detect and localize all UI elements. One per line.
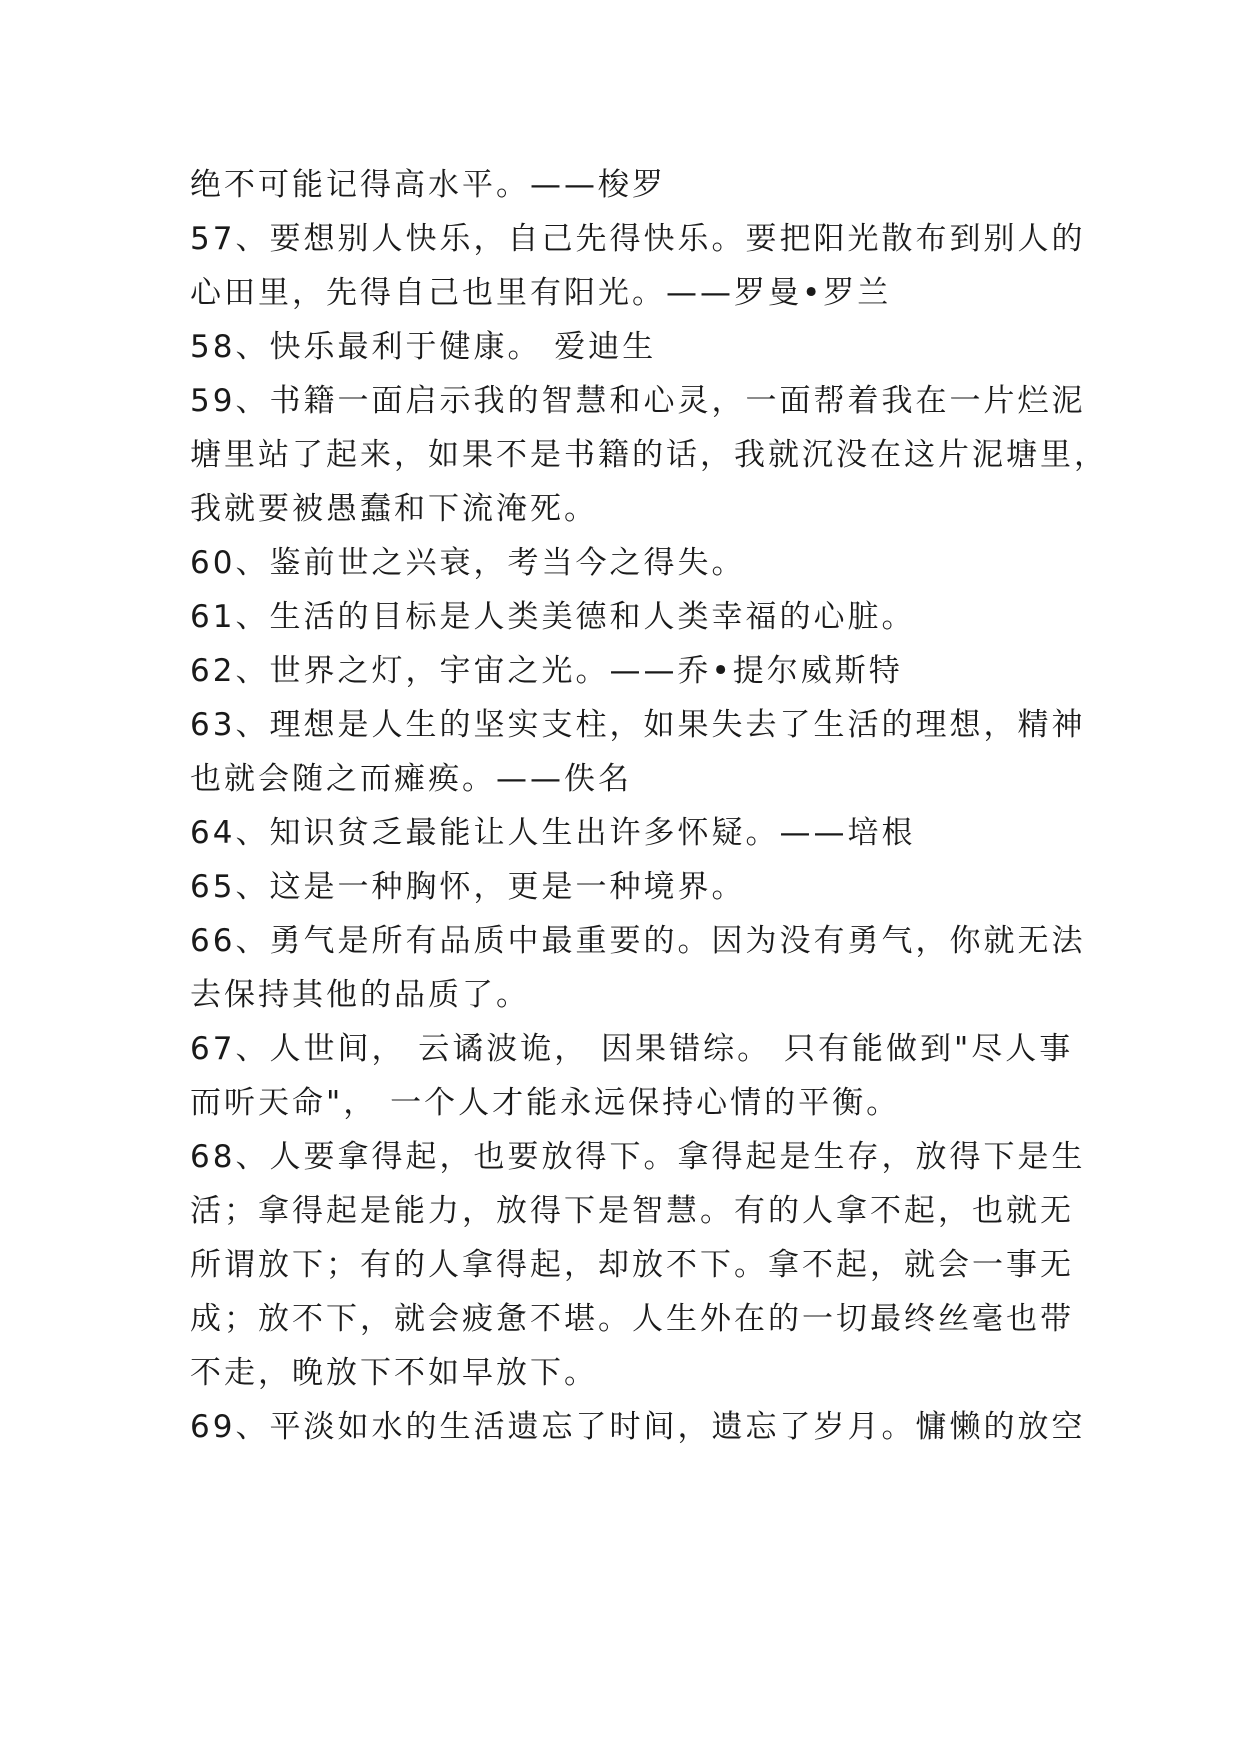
text-line: 所谓放下；有的人拿得起，却放不下。拿不起，就会一事无 bbox=[190, 1247, 1074, 1283]
text-line: 66、勇气是所有品质中最重要的。因为没有勇气，你就无法 bbox=[190, 923, 1086, 959]
text-line: 59、书籍一面启示我的智慧和心灵，一面帮着我在一片烂泥 bbox=[190, 383, 1086, 419]
text-line: 62、世界之灯，宇宙之光。——乔•提尔威斯特 bbox=[190, 653, 903, 689]
text-line: 65、这是一种胸怀，更是一种境界。 bbox=[190, 869, 746, 905]
text-line: 心田里，先得自己也里有阳光。——罗曼•罗兰 bbox=[190, 275, 892, 311]
text-line: 57、要想别人快乐，自己先得快乐。要把阳光散布到别人的 bbox=[190, 221, 1086, 257]
text-line: 我就要被愚蠢和下流淹死。 bbox=[190, 491, 598, 527]
text-line: 活；拿得起是能力，放得下是智慧。有的人拿不起，也就无 bbox=[190, 1193, 1074, 1229]
text-line: 67、人世间， 云谲波诡， 因果错综。 只有能做到"尽人事 bbox=[190, 1031, 1074, 1067]
text-line: 绝不可能记得高水平。——梭罗 bbox=[190, 167, 666, 203]
text-line: 68、人要拿得起，也要放得下。拿得起是生存，放得下是生 bbox=[190, 1139, 1086, 1175]
text-line: 不走，晚放下不如早放下。 bbox=[190, 1355, 598, 1391]
text-line: 也就会随之而瘫痪。——佚名 bbox=[190, 761, 632, 797]
document-body bbox=[190, 158, 1108, 1454]
text-line: 69、平淡如水的生活遗忘了时间，遗忘了岁月。慵懒的放空 bbox=[190, 1409, 1086, 1445]
text-line: 58、快乐最利于健康。 爱迪生 bbox=[190, 329, 657, 365]
text-line: 成；放不下，就会疲惫不堪。人生外在的一切最终丝毫也带 bbox=[190, 1301, 1074, 1337]
text-line: 61、生活的目标是人类美德和人类幸福的心脏。 bbox=[190, 599, 916, 635]
text-line: 64、知识贫乏最能让人生出许多怀疑。——培根 bbox=[190, 815, 916, 851]
text-line: 63、理想是人生的坚实支柱，如果失去了生活的理想，精神 bbox=[190, 707, 1086, 743]
text-line: 塘里站了起来，如果不是书籍的话，我就沉没在这片泥塘里， bbox=[190, 437, 1108, 473]
text-line: 60、鉴前世之兴衰，考当今之得失。 bbox=[190, 545, 746, 581]
text-line: 而听天命"， 一个人才能永远保持心情的平衡。 bbox=[190, 1085, 901, 1121]
text-line: 去保持其他的品质了。 bbox=[190, 977, 530, 1013]
